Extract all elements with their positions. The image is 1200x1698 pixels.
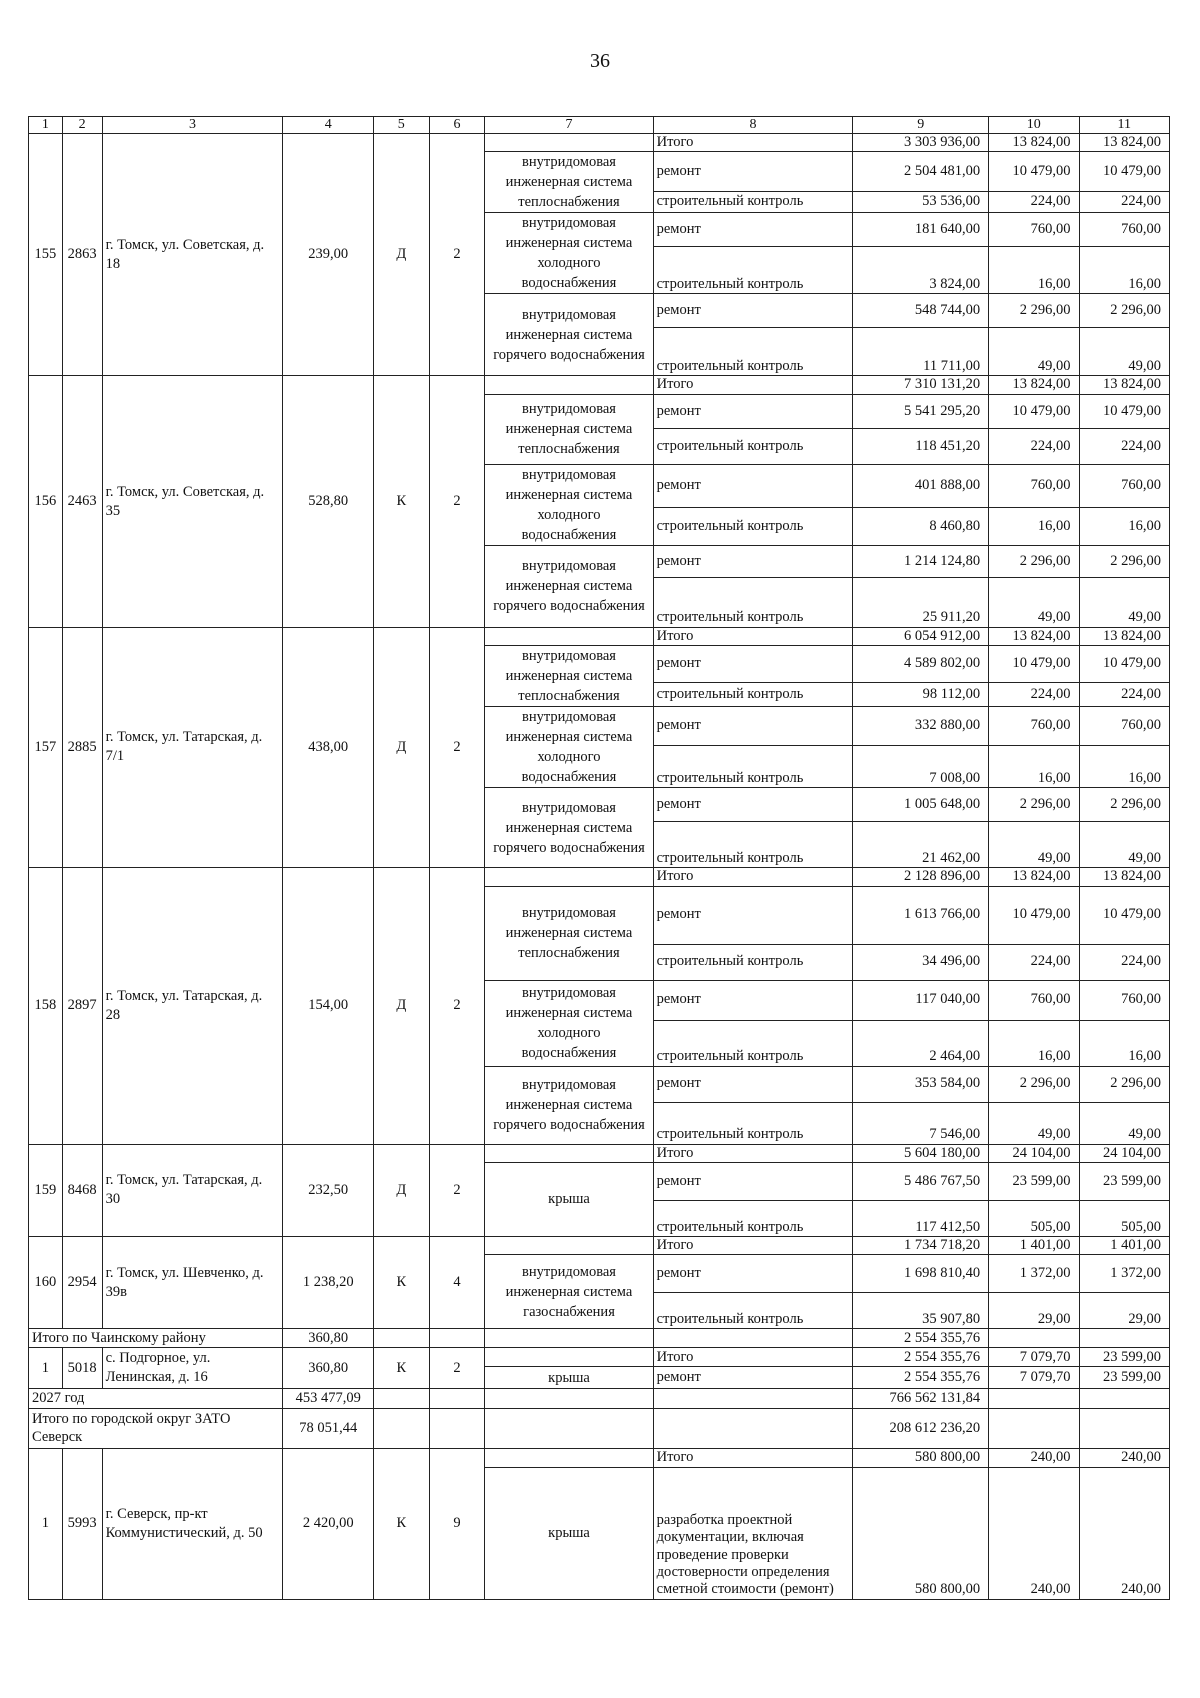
cost-limit: 49,00 (1079, 822, 1169, 868)
work-type: Итого (653, 868, 853, 886)
cost-per-m2: 49,00 (989, 1102, 1079, 1144)
system-cell-empty (485, 376, 653, 394)
cost-per-m2: 2 296,00 (989, 545, 1079, 577)
cost-per-m2: 13 824,00 (989, 376, 1079, 394)
house-id: 2863 (62, 134, 102, 376)
work-type: строительный контроль (653, 508, 853, 545)
work-type: строительный контроль (653, 577, 853, 627)
cost-limit: 224,00 (1079, 944, 1169, 980)
cost-value: 5 604 180,00 (853, 1144, 989, 1162)
house-address: г. Томск, ул. Татарская, д. 28 (102, 868, 283, 1144)
house-floors: 4 (429, 1236, 485, 1328)
cost-value: 8 460,80 (853, 508, 989, 545)
cost-limit: 2 296,00 (1079, 1066, 1169, 1102)
work-type: Итого (653, 1236, 853, 1254)
system-name: внутридомовая инженерная система холодного водоснабжения (485, 213, 653, 294)
house-id: 5018 (62, 1348, 102, 1389)
cost-limit: 224,00 (1079, 428, 1169, 464)
house-type: Д (373, 134, 429, 376)
cost-limit: 23 599,00 (1079, 1348, 1169, 1367)
house-type: К (373, 376, 429, 627)
system-cell-empty (485, 134, 653, 152)
system-cell-empty (485, 627, 653, 645)
house-floors: 9 (429, 1449, 485, 1599)
cost-per-m2: 49,00 (989, 822, 1079, 868)
system-name: внутридомовая инженерная система газоснабжения (485, 1255, 653, 1329)
cost-per-m2: 224,00 (989, 944, 1079, 980)
cost-per-m2: 224,00 (989, 191, 1079, 213)
system-cell-empty (485, 868, 653, 886)
house-type: Д (373, 1144, 429, 1236)
house-area: 438,00 (283, 627, 373, 867)
cost-value: 117 040,00 (853, 980, 989, 1020)
subtotal-label: Итого по Чаинскому району (29, 1329, 283, 1348)
cost-limit: 505,00 (1079, 1200, 1169, 1236)
system-name: внутридомовая инженерная система горячего водоснабжения (485, 294, 653, 376)
cost-limit: 49,00 (1079, 577, 1169, 627)
work-type: строительный контроль (653, 1102, 853, 1144)
cost-value: 2 554 355,76 (853, 1367, 989, 1389)
house-id: 2897 (62, 868, 102, 1144)
col-header: 10 (989, 117, 1079, 134)
cost-value: 6 054 912,00 (853, 627, 989, 645)
year-label: 2027 год (29, 1389, 283, 1409)
house-type: К (373, 1449, 429, 1599)
cost-per-m2: 16,00 (989, 508, 1079, 545)
work-type: ремонт (653, 886, 853, 944)
house-area: 154,00 (283, 868, 373, 1144)
system-cell-empty (485, 1449, 653, 1467)
col-header: 8 (653, 117, 853, 134)
cost-value: 7 310 131,20 (853, 376, 989, 394)
subtotal-sum: 208 612 236,20 (853, 1409, 989, 1449)
house-area: 2 420,00 (283, 1449, 373, 1599)
cost-value: 7 546,00 (853, 1102, 989, 1144)
cost-per-m2: 2 296,00 (989, 294, 1079, 328)
cost-limit: 2 296,00 (1079, 545, 1169, 577)
cost-value: 21 462,00 (853, 822, 989, 868)
cost-value: 580 800,00 (853, 1467, 989, 1599)
cost-limit: 10 479,00 (1079, 886, 1169, 944)
house-type: Д (373, 627, 429, 867)
cost-limit: 13 824,00 (1079, 868, 1169, 886)
work-type: ремонт (653, 1255, 853, 1293)
cost-per-m2: 10 479,00 (989, 646, 1079, 683)
house-floors: 2 (429, 376, 485, 627)
work-type: ремонт (653, 1066, 853, 1102)
capital-repair-table (28, 116, 1170, 1600)
year-sum: 766 562 131,84 (853, 1389, 989, 1409)
work-type: Итого (653, 1348, 853, 1367)
cost-value: 25 911,20 (853, 577, 989, 627)
cost-per-m2: 760,00 (989, 464, 1079, 508)
work-type: ремонт (653, 464, 853, 508)
cost-per-m2: 13 824,00 (989, 627, 1079, 645)
cost-limit: 760,00 (1079, 213, 1169, 246)
cost-value: 2 554 355,76 (853, 1348, 989, 1367)
work-type: Итого (653, 627, 853, 645)
system-name: внутридомовая инженерная система горячего водоснабжения (485, 545, 653, 627)
house-address: г. Томск, ул. Советская, д. 18 (102, 134, 283, 376)
cost-limit: 16,00 (1079, 1020, 1169, 1066)
cost-per-m2: 240,00 (989, 1467, 1079, 1599)
cost-per-m2: 13 824,00 (989, 134, 1079, 152)
cost-per-m2: 10 479,00 (989, 886, 1079, 944)
work-type: строительный контроль (653, 1200, 853, 1236)
cost-per-m2: 224,00 (989, 428, 1079, 464)
work-type: ремонт (653, 788, 853, 822)
work-type: строительный контроль (653, 246, 853, 294)
cost-value: 1 005 648,00 (853, 788, 989, 822)
cost-value: 98 112,00 (853, 683, 989, 707)
house-type: К (373, 1348, 429, 1389)
cost-value: 4 589 802,00 (853, 646, 989, 683)
district-subtotal-row (29, 1329, 1170, 1348)
row-number: 159 (29, 1144, 63, 1236)
year-area: 453 477,09 (283, 1389, 373, 1409)
house-id: 2885 (62, 627, 102, 867)
house-area: 232,50 (283, 1144, 373, 1236)
cost-limit: 760,00 (1079, 707, 1169, 745)
row-number: 155 (29, 134, 63, 376)
house-address: г. Томск, ул. Шевченко, д. 39в (102, 1236, 283, 1328)
cost-per-m2: 49,00 (989, 328, 1079, 376)
col-header: 7 (485, 117, 653, 134)
district-subtotal-row (29, 1409, 1170, 1449)
row-number: 158 (29, 868, 63, 1144)
cost-per-m2: 16,00 (989, 246, 1079, 294)
cost-per-m2: 224,00 (989, 683, 1079, 707)
house-id: 2463 (62, 376, 102, 627)
row-number: 160 (29, 1236, 63, 1328)
work-type: ремонт (653, 294, 853, 328)
house-floors: 2 (429, 1348, 485, 1389)
cost-limit: 2 296,00 (1079, 788, 1169, 822)
cost-value: 118 451,20 (853, 428, 989, 464)
system-name: крыша (485, 1467, 653, 1599)
work-type: разработка проектной документации, включая проведение проверки достоверности определения сметной стоимости (ремонт) (653, 1467, 853, 1599)
cost-value: 2 504 481,00 (853, 152, 989, 191)
house-area: 528,80 (283, 376, 373, 627)
cost-limit: 1 372,00 (1079, 1255, 1169, 1293)
cost-limit: 16,00 (1079, 508, 1169, 545)
col-header: 9 (853, 117, 989, 134)
cost-value: 5 486 767,50 (853, 1162, 989, 1200)
work-type: строительный контроль (653, 428, 853, 464)
cost-per-m2: 49,00 (989, 577, 1079, 627)
system-name: внутридомовая инженерная система холодного водоснабжения (485, 707, 653, 788)
work-type: строительный контроль (653, 191, 853, 213)
work-type: ремонт (653, 980, 853, 1020)
cost-limit: 16,00 (1079, 246, 1169, 294)
house-address: г. Северск, пр-кт Коммунистический, д. 50 (102, 1449, 283, 1599)
work-type: строительный контроль (653, 822, 853, 868)
work-type: ремонт (653, 1367, 853, 1389)
col-header: 2 (62, 117, 102, 134)
cost-limit: 760,00 (1079, 464, 1169, 508)
col-header: 3 (102, 117, 283, 134)
cost-per-m2: 760,00 (989, 707, 1079, 745)
cost-value: 5 541 295,20 (853, 394, 989, 428)
cost-limit: 23 599,00 (1079, 1367, 1169, 1389)
cost-per-m2: 16,00 (989, 745, 1079, 788)
work-type: строительный контроль (653, 944, 853, 980)
house-address: с. Подгорное, ул. Ленинская, д. 16 (102, 1348, 283, 1389)
work-type: ремонт (653, 394, 853, 428)
work-type: ремонт (653, 707, 853, 745)
cost-limit: 1 401,00 (1079, 1236, 1169, 1254)
cost-limit: 2 296,00 (1079, 294, 1169, 328)
cost-value: 548 744,00 (853, 294, 989, 328)
house-id: 5993 (62, 1449, 102, 1599)
system-name: крыша (485, 1367, 653, 1389)
system-name: внутридомовая инженерная система горячего водоснабжения (485, 1066, 653, 1144)
system-name: внутридомовая инженерная система теплоснабжения (485, 394, 653, 464)
cost-value: 1 698 810,40 (853, 1255, 989, 1293)
cost-value: 11 711,00 (853, 328, 989, 376)
house-address: г. Томск, ул. Татарская, д. 30 (102, 1144, 283, 1236)
house-floors: 2 (429, 868, 485, 1144)
year-total-row (29, 1389, 1170, 1409)
cost-value: 353 584,00 (853, 1066, 989, 1102)
work-type: ремонт (653, 545, 853, 577)
cost-per-m2: 760,00 (989, 980, 1079, 1020)
cost-limit: 13 824,00 (1079, 134, 1169, 152)
cost-value: 3 303 936,00 (853, 134, 989, 152)
work-type: ремонт (653, 646, 853, 683)
cost-per-m2: 1 401,00 (989, 1236, 1079, 1254)
row-number: 156 (29, 376, 63, 627)
row-number: 1 (29, 1449, 63, 1599)
cost-per-m2: 7 079,70 (989, 1367, 1079, 1389)
cost-value: 7 008,00 (853, 745, 989, 788)
cost-limit: 16,00 (1079, 745, 1169, 788)
system-name: внутридомовая инженерная система теплоснабжения (485, 646, 653, 707)
cost-value: 181 640,00 (853, 213, 989, 246)
system-cell-empty (485, 1144, 653, 1162)
house-area: 1 238,20 (283, 1236, 373, 1328)
system-name: крыша (485, 1162, 653, 1236)
system-name: внутридомовая инженерная система горячего водоснабжения (485, 788, 653, 868)
cost-per-m2: 10 479,00 (989, 152, 1079, 191)
work-type: строительный контроль (653, 1293, 853, 1329)
house-area: 360,80 (283, 1348, 373, 1389)
cost-limit: 49,00 (1079, 1102, 1169, 1144)
house-id: 8468 (62, 1144, 102, 1236)
cost-limit: 10 479,00 (1079, 646, 1169, 683)
cost-per-m2: 7 079,70 (989, 1348, 1079, 1367)
house-floors: 2 (429, 1144, 485, 1236)
cost-value: 117 412,50 (853, 1200, 989, 1236)
cost-limit: 224,00 (1079, 683, 1169, 707)
house-type: К (373, 1236, 429, 1328)
cost-limit: 13 824,00 (1079, 376, 1169, 394)
work-type: ремонт (653, 152, 853, 191)
work-type: строительный контроль (653, 1020, 853, 1066)
col-header: 1 (29, 117, 63, 134)
system-name: внутридомовая инженерная система холодного водоснабжения (485, 980, 653, 1066)
cost-value: 2 128 896,00 (853, 868, 989, 886)
cost-limit: 240,00 (1079, 1467, 1169, 1599)
cost-per-m2: 760,00 (989, 213, 1079, 246)
work-type: ремонт (653, 213, 853, 246)
cost-limit: 10 479,00 (1079, 152, 1169, 191)
col-header: 4 (283, 117, 373, 134)
house-address: г. Томск, ул. Татарская, д. 7/1 (102, 627, 283, 867)
system-cell-empty (485, 1348, 653, 1367)
cost-per-m2: 24 104,00 (989, 1144, 1079, 1162)
subtotal-area: 360,80 (283, 1329, 373, 1348)
house-floors: 2 (429, 134, 485, 376)
cost-per-m2: 2 296,00 (989, 788, 1079, 822)
cost-limit: 49,00 (1079, 328, 1169, 376)
cost-per-m2: 16,00 (989, 1020, 1079, 1066)
cost-limit: 24 104,00 (1079, 1144, 1169, 1162)
cost-per-m2: 10 479,00 (989, 394, 1079, 428)
work-type: Итого (653, 1449, 853, 1467)
cost-limit: 224,00 (1079, 191, 1169, 213)
cost-per-m2: 505,00 (989, 1200, 1079, 1236)
row-number: 157 (29, 627, 63, 867)
cost-limit: 23 599,00 (1079, 1162, 1169, 1200)
work-type: ремонт (653, 1162, 853, 1200)
work-type: Итого (653, 134, 853, 152)
cost-value: 35 907,80 (853, 1293, 989, 1329)
cost-value: 580 800,00 (853, 1449, 989, 1467)
cost-value: 1 613 766,00 (853, 886, 989, 944)
system-cell-empty (485, 1236, 653, 1254)
house-area: 239,00 (283, 134, 373, 376)
subtotal-area: 78 051,44 (283, 1409, 373, 1449)
cost-per-m2: 240,00 (989, 1449, 1079, 1467)
col-header: 6 (429, 117, 485, 134)
system-name: внутридомовая инженерная система теплоснабжения (485, 152, 653, 213)
cost-limit: 760,00 (1079, 980, 1169, 1020)
cost-value: 34 496,00 (853, 944, 989, 980)
cost-per-m2: 13 824,00 (989, 868, 1079, 886)
cost-value: 2 464,00 (853, 1020, 989, 1066)
cost-limit: 29,00 (1079, 1293, 1169, 1329)
cost-value: 1 734 718,20 (853, 1236, 989, 1254)
column-number-row (29, 117, 1170, 134)
house-id: 2954 (62, 1236, 102, 1328)
page-number: 36 (590, 50, 610, 72)
house-type: Д (373, 868, 429, 1144)
work-type: Итого (653, 376, 853, 394)
cost-limit: 240,00 (1079, 1449, 1169, 1467)
col-header: 11 (1079, 117, 1169, 134)
cost-value: 53 536,00 (853, 191, 989, 213)
house-floors: 2 (429, 627, 485, 867)
cost-value: 3 824,00 (853, 246, 989, 294)
work-type: строительный контроль (653, 745, 853, 788)
cost-value: 401 888,00 (853, 464, 989, 508)
system-name: внутридомовая инженерная система теплоснабжения (485, 886, 653, 980)
col-header: 5 (373, 117, 429, 134)
cost-per-m2: 1 372,00 (989, 1255, 1079, 1293)
subtotal-sum: 2 554 355,76 (853, 1329, 989, 1348)
cost-value: 1 214 124,80 (853, 545, 989, 577)
house-address: г. Томск, ул. Советская, д. 35 (102, 376, 283, 627)
work-type: Итого (653, 1144, 853, 1162)
cost-per-m2: 23 599,00 (989, 1162, 1079, 1200)
cost-limit: 13 824,00 (1079, 627, 1169, 645)
system-name: внутридомовая инженерная система холодного водоснабжения (485, 464, 653, 545)
cost-value: 332 880,00 (853, 707, 989, 745)
work-type: строительный контроль (653, 328, 853, 376)
work-type: строительный контроль (653, 683, 853, 707)
cost-per-m2: 29,00 (989, 1293, 1079, 1329)
cost-limit: 10 479,00 (1079, 394, 1169, 428)
row-number: 1 (29, 1348, 63, 1389)
subtotal-label: Итого по городской округ ЗАТО Северск (29, 1409, 283, 1449)
cost-per-m2: 2 296,00 (989, 1066, 1079, 1102)
